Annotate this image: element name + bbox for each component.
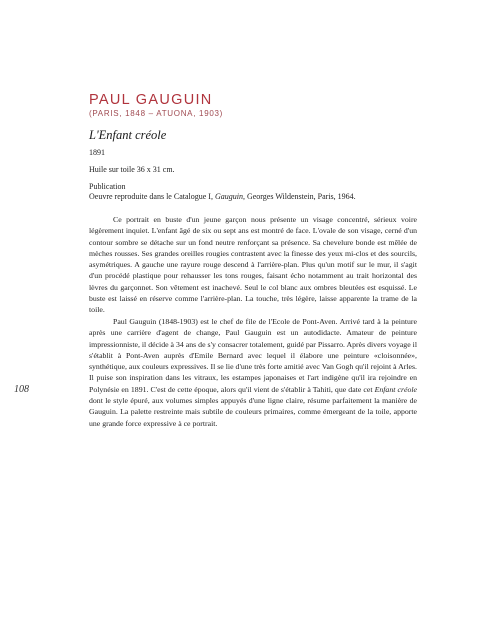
publication-text-after: , Georges Wildenstein, Paris, 1964. (242, 192, 356, 201)
page-number: 108 (14, 384, 29, 395)
biography-text-before: Paul Gauguin (1848-1903) est le chef de file de l'Ecole de Pont-Aven. Arrivé tard à la peinture après une carrière d'agent de change, Paul Gauguin est un autodidacte. Amateur de peinture impressionniste, il décide à 34 ans de s'y consacrer totalement, guidé par Pissarro. Après divers voyage il s'établit à Pont-Aven auprès d'Emile Bernard avec lequel il élabore une peinture «cloisonnée», synthétique, aux couleurs expressives. Il se lie d'une très forte amitié avec Van Gogh qu'il rejoint à Arles. Il puise son inspiration dans les vitraux, les estampes japonaises et l'art indigène qu'il ira rejoindre en Polynésie en 1891. C'est de cette époque, alors qu'il vient de s'établir à Tahiti, que date cet (89, 317, 417, 394)
artwork-title: L'Enfant créole (89, 128, 167, 142)
artist-dates: (PARIS, 1848 – ATUONA, 1903) (89, 109, 224, 118)
publication-text-before: Oeuvre reproduite dans le Catalogue I, (89, 192, 215, 201)
artwork-year: 1891 (89, 148, 105, 157)
artwork-medium: Huile sur toile 36 x 31 cm. (89, 165, 175, 174)
description-paragraph: Ce portrait en buste d'un jeune garçon nous présente un visage concentré, sérieux voire légèrement inquiet. L'enfant âgé de six ou sept ans est montré de face. L'ovale de son visage, cerné d'un contour sombre se détache sur un fond neutre renforçant sa présence. Sa chevelure bonde est mêlée de mèches rousses. Ses grandes oreilles rougies contrastent avec la finesse des yeux mi-clos et des sourcils, asymétriques. A gauche une rayure rouge descend à l'arrière-plan. Plus qu'un motif sur le mur, il s'agit d'un procédé plastique pour rehausser les tons rouges, faisant écho notamment au trait horizontal des lèvres du garçonnet. Son vêtement est inachevé. Seul le col blanc aux ombres bleutées est esquissé. Le buste est laissé en réserve comme l'arrière-plan. La touche, très légère, laisse apparente la trame de la toile. (89, 215, 417, 315)
publication-catalogue-title: Gauguin (214, 192, 243, 201)
biography-artwork-title: Enfant créole (374, 384, 417, 394)
publication-reference (89, 192, 356, 201)
publication-label: Publication (89, 182, 126, 191)
artist-name: PAUL GAUGUIN (89, 92, 213, 108)
biography-paragraph (89, 316, 417, 429)
biography-text-after: dont le style épuré, aux volumes simples appuyés d'une ligne claire, résume parfaitement la manière de Gauguin. La palette restreinte mais subtile de couleurs primaires, comme émergeant de la toile, apporte une grande force expressive à ce portrait. (89, 396, 417, 428)
